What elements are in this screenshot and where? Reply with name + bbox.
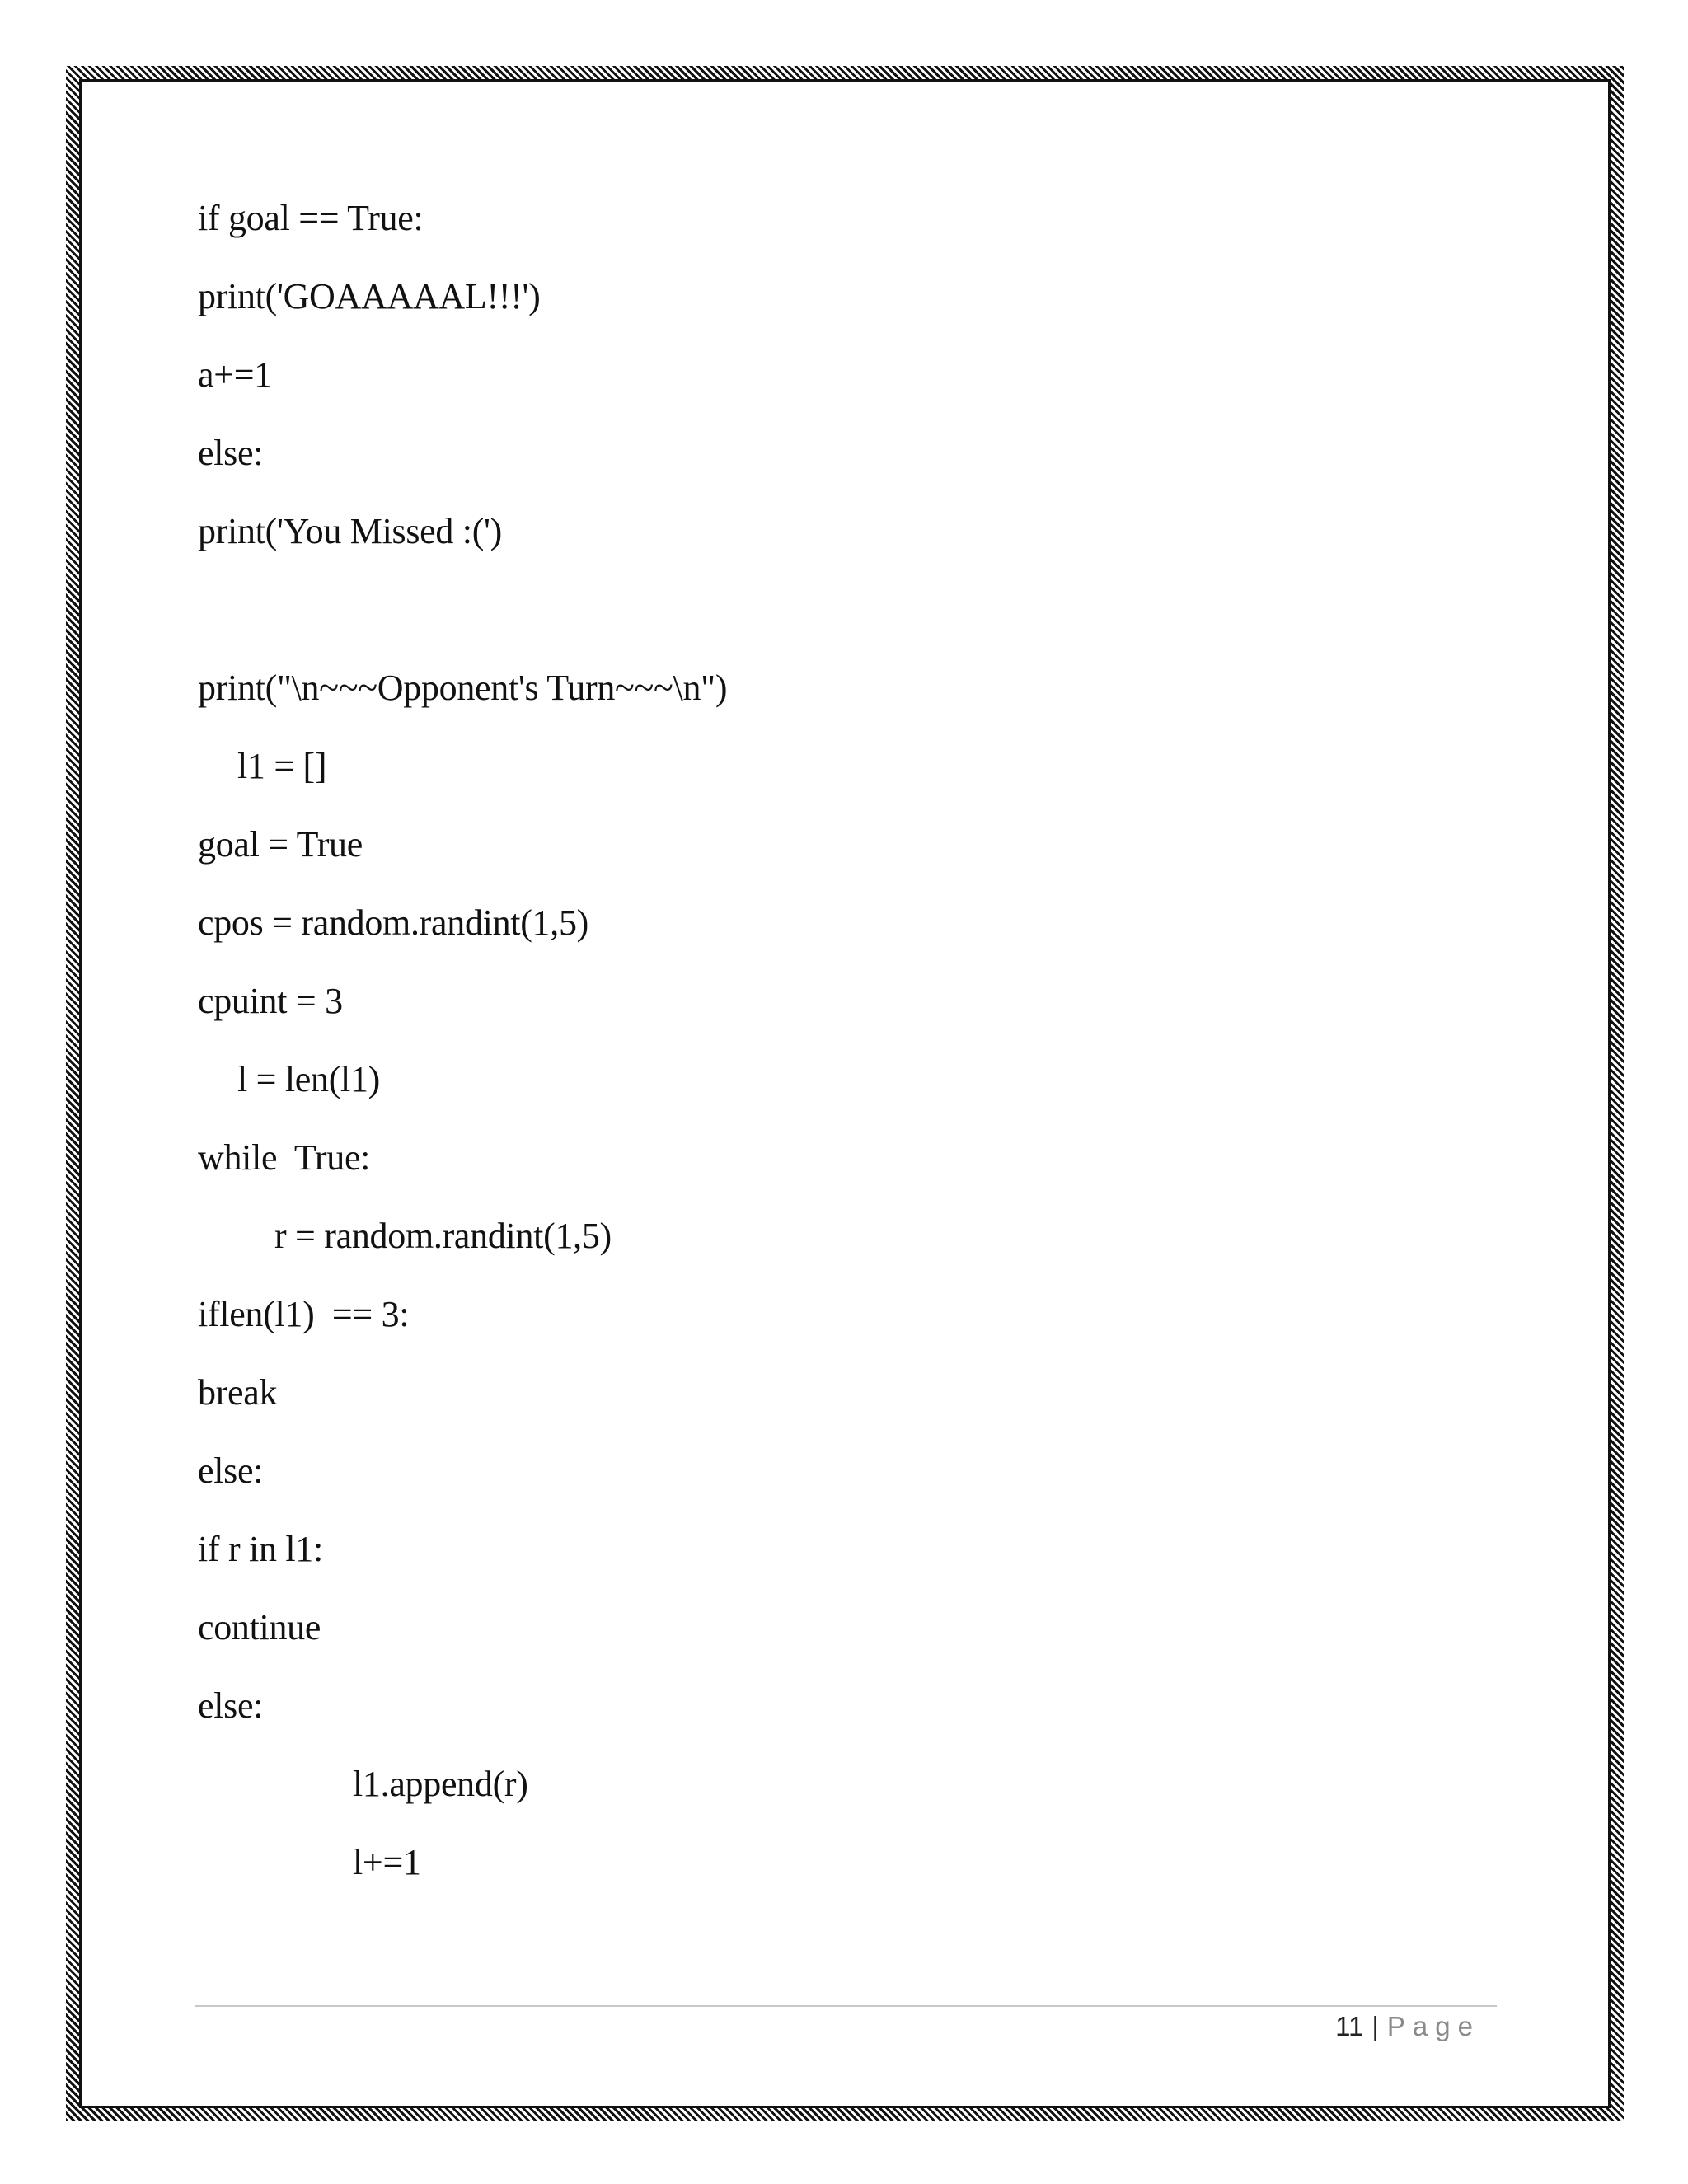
code-line-4: else:: [198, 433, 264, 473]
code-line-18: continue: [198, 1607, 321, 1647]
footer-separator: |: [1372, 2011, 1379, 2041]
code-line-11: l = len(l1): [237, 1059, 381, 1099]
code-line-1: if goal == True:: [198, 198, 424, 238]
page-number: 11: [1335, 2011, 1364, 2041]
code-line-14: iflen(l1) == 3:: [198, 1294, 410, 1334]
code-line-16: else:: [198, 1451, 264, 1491]
code-line-21: l+=1: [353, 1842, 421, 1882]
code-line-17: if r in l1:: [198, 1529, 323, 1569]
footer-rule: [195, 2005, 1497, 2007]
code-line-7: l1 = []: [237, 746, 327, 786]
code-line-5: print('You Missed :('): [198, 511, 503, 551]
code-line-19: else:: [198, 1685, 264, 1726]
code-line-3: a+=1: [198, 354, 272, 395]
code-line-9: cpos = random.randint(1,5): [198, 902, 589, 943]
code-line-13: r = random.randint(1,5): [274, 1216, 612, 1256]
code-line-15: break: [198, 1372, 278, 1413]
code-line-12: while True:: [198, 1137, 371, 1178]
page-footer: [1335, 2011, 1480, 2042]
code-line-2: print('GOAAAAAL!!!'): [198, 276, 541, 316]
page-word: Page: [1386, 2011, 1480, 2041]
code-line-20: l1.append(r): [353, 1764, 528, 1804]
code-line-10: cpuint = 3: [198, 981, 343, 1021]
code-line-8: goal = True: [198, 824, 363, 865]
code-line-6: print("\n~~~Opponent's Turn~~~\n"): [198, 668, 728, 708]
